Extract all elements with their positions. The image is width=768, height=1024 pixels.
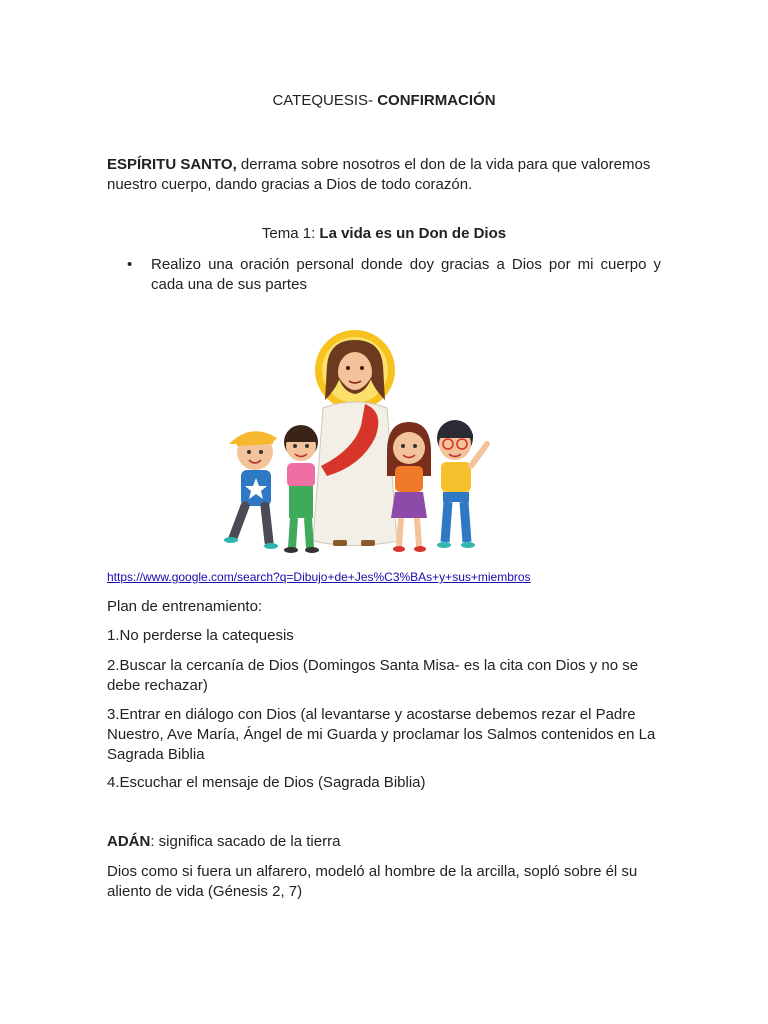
tema-heading: [0, 224, 768, 244]
title-prefix: CATEQUESIS-: [272, 92, 378, 109]
plan-step-2: 2.Buscar la cercanía de Dios (Domingos Santa Misa- es la cita con Dios y no se debe rechazar): [107, 657, 639, 694]
bullet-text: Realizo una oración personal donde doy gracias a Dios por mi cuerpo y cada una de sus partes: [151, 256, 661, 293]
source-link[interactable]: https://www.google.com/search?q=Dibujo+de+Jes%C3%BAs+y+sus+miembros: [107, 570, 531, 584]
title-bold: CONFIRMACIÓN: [377, 92, 496, 109]
tema-prefix: Tema 1:: [261, 225, 320, 242]
adan-text: : significa sacado de la tierra: [150, 833, 341, 850]
intro-bold: ESPÍRITU SANTO,: [107, 156, 237, 173]
adan-definition: [107, 832, 340, 852]
jesus-robe: [313, 402, 397, 546]
child-boy-glasses: [437, 420, 487, 548]
genesis-paragraph: Dios como si fuera un alfarero, modeló al hombre de la arcilla, sopló sobre él su aliento de vida (Génesis 2, 7): [107, 863, 638, 900]
intro-paragraph: [107, 155, 663, 195]
plan-heading: Plan de entrenamiento:: [107, 598, 263, 615]
page-title: [0, 91, 768, 111]
adan-bold: ADÁN: [107, 833, 151, 850]
plan-step-3: 3.Entrar en diálogo con Dios (al levantarse y acostarse debemos rezar el Padre Nuestro, Ave María, Ángel de mi Guarda y proclamar los Salmos contenidos en La Sagrada Biblia: [107, 706, 656, 763]
plan-step-1: 1.No perderse la catequesis: [107, 627, 294, 644]
plan-step-4: 4.Escuchar el mensaje de Dios (Sagrada Biblia): [107, 774, 426, 791]
intro-text: derrama sobre nosotros el don de la vida para que valoremos nuestro cuerpo, dando gracias a Dios de todo corazón.: [107, 156, 651, 193]
jesus-with-children-illustration: [215, 326, 505, 562]
tema-bold: La vida es un Don de Dios: [319, 225, 507, 242]
child-yellow-cap: [224, 431, 278, 549]
bullet-marker: •: [127, 256, 133, 273]
